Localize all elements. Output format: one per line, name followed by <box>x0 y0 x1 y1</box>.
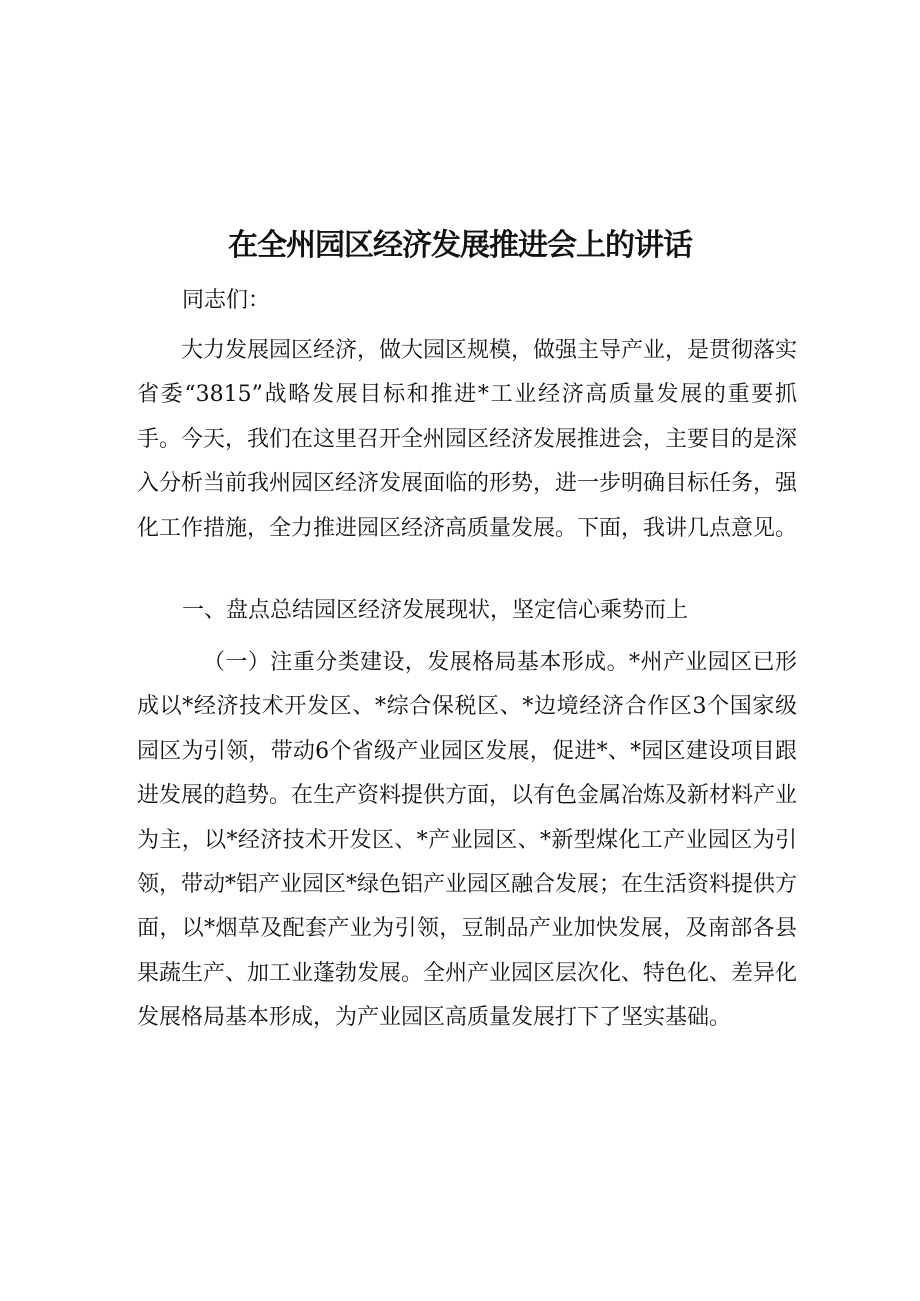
salutation: 同志们： <box>182 288 271 313</box>
section-heading-1: 一、盘点总结园区经济发展现状，坚定信心乘势而上 <box>182 598 689 623</box>
subsection-paragraph-1: （一）注重分类建设，发展格局基本形成。*州产业园区已形成以*经济技术开发区、*综合保税区、*边境经济合作区3个国家级园区为引领，带动6个省级产业园区发展，促进*、*园区建设项目跟进发展的趋势。在生产资料提供方面，以有色金属冶炼及新材料产业为主，以*经济技术开发区、*产业园区、*新型煤化工产业园区为引领，带动*铝产业园区*绿色铝产业园区融合发展；在生活资料提供方面，以*烟草及配套产业为引领，豆制品产业加快发展，及南部各县果蔬生产、加工业蓬勃发展。全州产业园区层次化、特色化、差异化发展格局基本形成，为产业园区高质量发展打下了坚实基础。 <box>137 650 798 1031</box>
document-title: 在全州园区经济发展推进会上的讲话 <box>228 228 692 263</box>
intro-paragraph: 大力发展园区经济，做大园区规模，做强主导产业，是贯彻落实省委“3815”战略发展目标和推进*工业经济高质量发展的重要抓手。今天，我们在这里召开全州园区经济发展推进会，主要目的是深入分析当前我州园区经济发展面临的形势，进一步明确目标任务，强化工作措施，全力推进园区经济高质量发展。下面，我讲几点意见。 <box>137 338 798 541</box>
